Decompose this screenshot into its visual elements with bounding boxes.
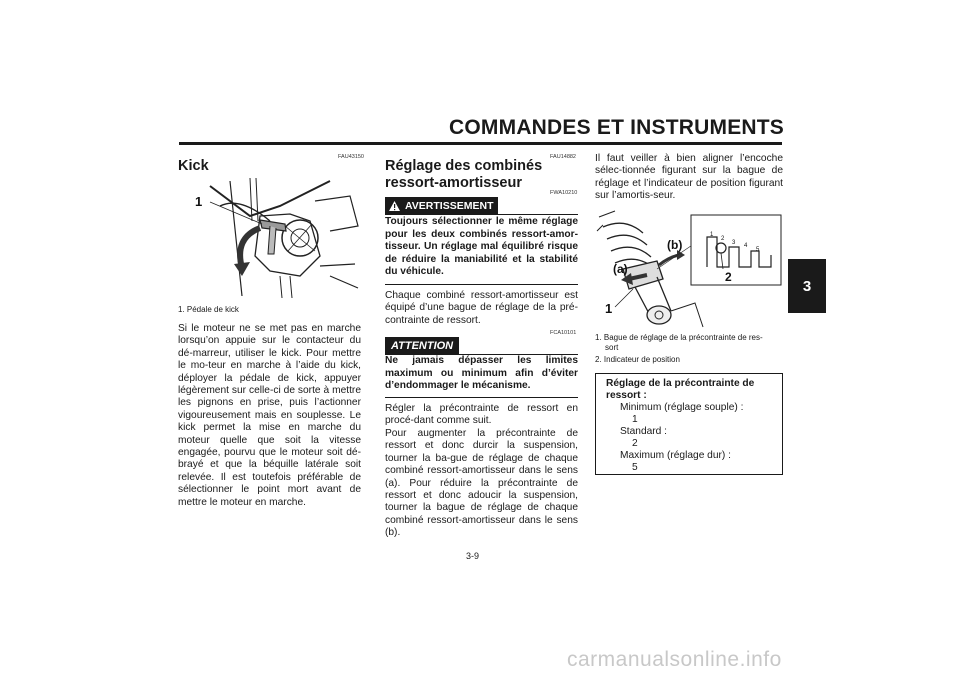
column1-code: FAU43150 [338, 154, 364, 160]
spec-title-line1: Réglage de la précontrainte de [606, 378, 755, 389]
adjuster-caption-1: 1. Bague de réglage de la précontrainte de res- [595, 333, 763, 342]
shock-para3: Pour augmenter la précontrainte de ressort et donc durcir la suspension, tourner la ba-gue de réglage de chaque combiné ressort-amortisseur dans le sens (a). Pour réduire la précontrainte de ressort et donc adoucir la suspension, tourner la bague de réglage de chaque combiné ressort-amortisseur dans le sens (b). [385, 428, 578, 539]
figure-label-b: (b) [667, 238, 683, 252]
spec-max-value: 5 [632, 462, 638, 473]
attention-end-rule [385, 397, 578, 398]
shock-adjuster-figure [595, 207, 783, 329]
attention-text: Ne jamais dépasser les limites maximum ou minimum afin d’éviter d’endommager le mécanisme. [385, 355, 578, 392]
warning-text: Toujours sélectionner le même réglage pour les deux combinés ressort-amor-tisseur. Un réglage mal équilibré risque de réduire la maniabilité et la stabilité du véhicule. [385, 216, 578, 278]
kick-pedal-figure [190, 176, 362, 300]
kick-heading: Kick [178, 158, 209, 174]
column2-code: FAU14882 [550, 154, 576, 160]
figure-callout-2: 2 [725, 270, 732, 284]
chapter-tab: 3 [788, 259, 826, 313]
adjuster-caption-1-cont: sort [605, 343, 619, 352]
detail-notch-1: 1 [710, 232, 714, 238]
attention-header [385, 337, 578, 355]
header-rule [179, 142, 782, 145]
figure-callout-1: 1 [195, 194, 203, 209]
warning-code: FWA10210 [550, 190, 578, 196]
spec-title-line2: ressort : [606, 390, 647, 401]
warning-badge [385, 197, 498, 215]
figure-label-a: (a) [613, 262, 628, 276]
adjuster-caption-list [595, 333, 785, 365]
warning-label: AVERTISSEMENT [405, 200, 494, 212]
kick-caption: 1. Pédale de kick [178, 305, 239, 314]
warning-triangle-icon [389, 201, 400, 211]
attention-code: FCA10101 [550, 330, 577, 336]
warning-end-rule [385, 284, 578, 285]
spec-std-label: Standard : [620, 426, 668, 437]
detail-notch-5: 5 [756, 247, 760, 253]
adjuster-caption-2: 2. Indicateur de position [595, 355, 680, 364]
alignment-paragraph: Il faut veiller à bien aligner l’encoche sélec-tionnée figurant sur la bague de réglage et l’indicateur de position figurant sur l’amortis-seur. [595, 153, 783, 202]
detail-notch-4: 4 [744, 243, 748, 249]
figure-callout-1: 1 [605, 301, 613, 316]
page-number: 3-9 [466, 551, 480, 561]
kick-paragraph: Si le moteur ne se met pas en marche lorsqu’on appuie sur le contacteur du dé-marreur, utiliser le kick. Pour mettre le mo-teur en marche à l’aide du kick, déployer la pédale de kick, appuyer légèrement sur celle-ci de sorte à mettre les pignons en prise, puis l’actionner vigoureusement mais en souplesse. Le kick permet la mise en marche du moteur quelle que soit la vitesse engagée, pourvu que le moteur soit dé-brayé et que la béquille latérale soit relevée. Il est toutefois préférable de sélectionner le point mort avant de mettre le moteur en marche. [178, 323, 361, 508]
spec-max-label: Maximum (réglage dur) : [620, 450, 731, 461]
spec-min-value: 1 [632, 414, 638, 425]
attention-badge: ATTENTION [385, 337, 459, 355]
watermark[interactable]: carmanualsonline.info [567, 648, 782, 671]
shock-para1: Chaque combiné ressort-amortisseur est équipé d’une bague de réglage de la pré-contrainte de ressort. [385, 290, 578, 326]
spec-box [595, 373, 783, 475]
page-header-title: COMMANDES ET INSTRUMENTS [449, 116, 784, 139]
shock-heading: Réglage des combinés ressort-amortisseur [385, 158, 543, 191]
shock-para2: Régler la précontrainte de ressort en procé-dant comme suit. [385, 403, 578, 427]
spec-std-value: 2 [632, 438, 638, 449]
detail-notch-2: 2 [721, 236, 725, 242]
spec-min-label: Minimum (réglage souple) : [620, 402, 744, 413]
warning-rule [498, 214, 578, 215]
warning-header [385, 197, 578, 215]
detail-notch-3: 3 [732, 240, 736, 246]
